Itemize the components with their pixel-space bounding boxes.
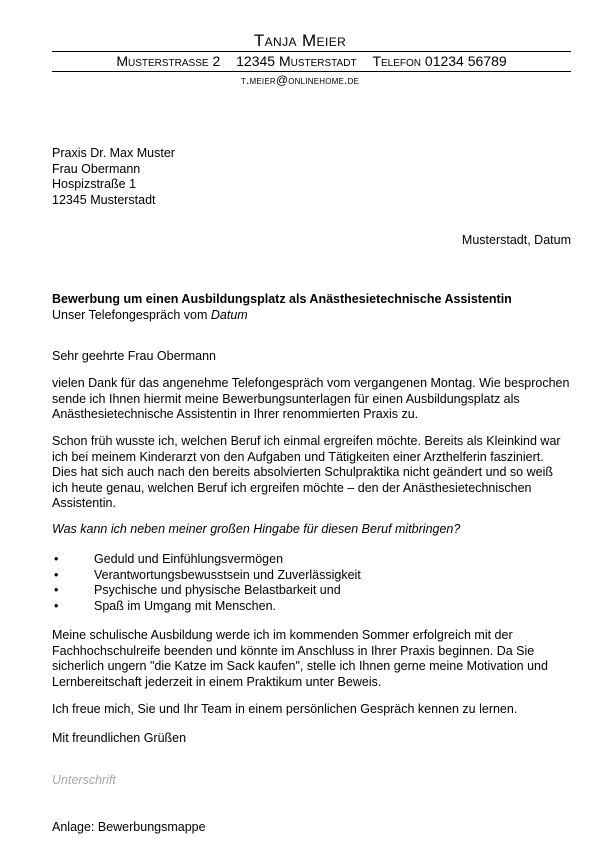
sender-phone: Telefon 01234 56789	[372, 53, 507, 69]
sender-address-line	[52, 53, 571, 69]
recipient-line: Praxis Dr. Max Muster	[52, 146, 175, 160]
recipient-line: Frau Obermann	[52, 161, 141, 176]
paragraph-intro: vielen Dank für das angenehme Telefongespräch vom vergangenen Montag. Wie besprochen sende ich Ihnen hiermit meine Bewerbungsunterlagen für einen Ausbildungsplatz als Anästhesietechnische Assistentin in Ihrer renommierten Praxis zu.	[52, 376, 570, 421]
salutation: Sehr geehrte Frau Obermann	[52, 349, 216, 363]
paragraph-closing: Ich freue mich, Sie und Ihr Team in einem persönlichen Gespräch kennen zu lernen.	[52, 702, 518, 716]
list-item-text: Psychische und physische Belastbarkeit und	[94, 583, 341, 597]
subject-reference	[52, 308, 572, 324]
list-item	[52, 599, 572, 615]
sender-email: t.meier@onlinehome.de	[240, 73, 360, 87]
subject-title: Bewerbung um einen Ausbildungsplatz als Anästhesietechnische Assistentin	[52, 292, 512, 306]
paragraph-education: Meine schulische Ausbildung werde ich im kommenden Sommer erfolgreich mit der Fachhochschulreife beenden und könnte im Anschluss in Ihrer Praxis beginnen. Da Sie sicherlich ungern "die Katze im Sack kaufen", stelle ich Ihnen gerne meine Motivation und Lernbereitschaft jederzeit in einem Praktikum unter Beweis.	[52, 628, 548, 689]
list-item-text: Spaß im Umgang mit Menschen.	[94, 598, 277, 613]
attachment-note: Anlage: Bewerbungsmappe	[52, 820, 206, 834]
reference-date: Datum	[210, 307, 248, 322]
bullet-icon: •	[54, 583, 59, 597]
signature-placeholder: Unterschrift	[52, 773, 116, 787]
list-item-text: Verantwortungsbewusstsein und Zuverlässigkeit	[94, 567, 361, 582]
bullet-icon: •	[54, 552, 59, 566]
list-item	[52, 568, 572, 584]
header-rule-top	[52, 51, 571, 52]
place-date: Musterstadt, Datum	[461, 233, 571, 247]
subject-block	[52, 292, 572, 323]
question-line: Was kann ich neben meiner großen Hingabe für diesen Beruf mitbringen?	[52, 522, 461, 536]
recipient-line: 12345 Musterstadt	[52, 192, 156, 207]
sender-name: Tanja Meier	[253, 31, 347, 50]
sender-city: 12345 Musterstadt	[236, 53, 357, 69]
header-rule-bottom	[52, 71, 571, 72]
recipient-address	[52, 146, 572, 208]
bullet-icon: •	[54, 567, 59, 582]
paragraph-motivation: Schon früh wusste ich, welchen Beruf ich einmal ergreifen möchte. Bereits als Kleinkind war ich bei meinem Kinderarzt von den Aufgaben und Tätigkeiten einer Arzthelferin fasziniert. Dies hat sich auch nach den bereits absolvierten Schulpraktika nicht geändert und so weiß ich heute genau, welchen Beruf ich ergreifen möchte – den der Anästhesietechnischen Assistentin.	[52, 434, 561, 510]
list-item	[52, 583, 572, 599]
sender-street: Musterstrasse 2	[116, 53, 221, 69]
qualities-list	[52, 552, 572, 614]
recipient-line: Hospizstraße 1	[52, 177, 137, 191]
list-item-text: Geduld und Einfühlungsvermögen	[94, 552, 284, 566]
reference-prefix: Unser Telefongespräch vom	[52, 307, 211, 322]
complimentary-close: Mit freundlichen Grüßen	[52, 731, 187, 745]
list-item	[52, 552, 572, 568]
bullet-icon: •	[54, 598, 59, 613]
